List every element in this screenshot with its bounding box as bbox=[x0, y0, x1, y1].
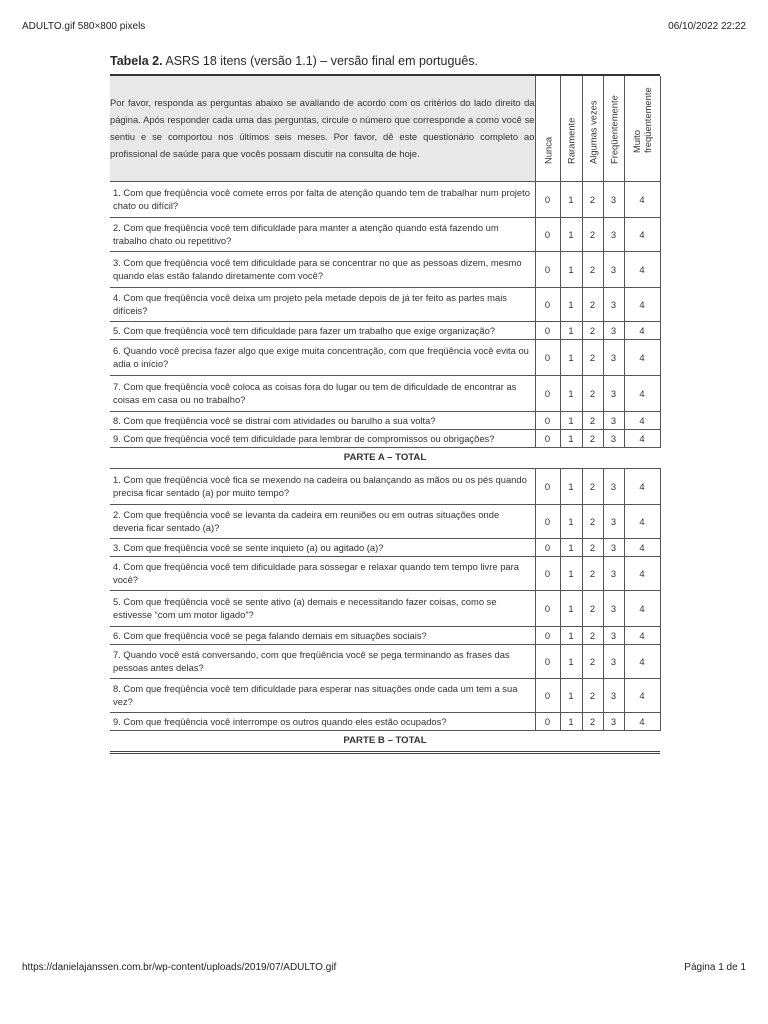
score-option[interactable]: 4 bbox=[624, 556, 660, 590]
score-option[interactable]: 2 bbox=[582, 429, 603, 447]
score-option[interactable]: 2 bbox=[582, 321, 603, 339]
score-option[interactable]: 3 bbox=[603, 644, 624, 678]
column-header-sometimes bbox=[582, 76, 603, 181]
score-option[interactable]: 0 bbox=[535, 181, 560, 217]
instructions-row bbox=[110, 76, 660, 181]
score-option[interactable]: 3 bbox=[603, 321, 624, 339]
score-option[interactable]: 1 bbox=[560, 287, 582, 321]
score-option[interactable]: 3 bbox=[603, 411, 624, 429]
part-a-total-label: PARTE A – TOTAL bbox=[110, 447, 660, 468]
score-option[interactable]: 3 bbox=[603, 556, 624, 590]
score-option[interactable]: 3 bbox=[603, 181, 624, 217]
score-option[interactable]: 2 bbox=[582, 644, 603, 678]
column-label-rarely: Raramente bbox=[565, 117, 577, 164]
table-row bbox=[110, 251, 660, 287]
part-a-total-row bbox=[110, 447, 660, 468]
score-option[interactable]: 3 bbox=[603, 375, 624, 411]
question-text: 7. Quando você está conversando, com que freqüência você se pega terminando as frases das pessoas antes delas? bbox=[110, 644, 535, 678]
score-option[interactable]: 1 bbox=[560, 375, 582, 411]
question-text: 5. Com que freqüência você tem dificuldade para fazer um trabalho que exige organização? bbox=[110, 321, 535, 339]
table-row bbox=[110, 287, 660, 321]
question-text: 1. Com que freqüência você fica se mexendo na cadeira ou balançando as mãos ou os pés quando precisa ficar sentado (a) por muito tempo? bbox=[110, 468, 535, 504]
score-option[interactable]: 1 bbox=[560, 590, 582, 626]
score-option[interactable]: 2 bbox=[582, 251, 603, 287]
score-option[interactable]: 2 bbox=[582, 375, 603, 411]
score-option[interactable]: 4 bbox=[624, 468, 660, 504]
question-text: 6. Com que freqüência você se pega falando demais em situações sociais? bbox=[110, 626, 535, 644]
column-header-rarely bbox=[560, 76, 582, 181]
score-option[interactable]: 4 bbox=[624, 590, 660, 626]
question-text: 8. Com que freqüência você se distrai com atividades ou barulho a sua volta? bbox=[110, 411, 535, 429]
instructions-text: Por favor, responda as perguntas abaixo se avaliando de acordo com os critérios do lado direito da página. Após responder cada uma das perguntas, circule o número que corresponde a como você se sentiu e se comportou nos últimos seis meses. Por favor, dê este questionário completo ao profissional de saúde para que vocês possam discutir na consulta de hoje. bbox=[110, 76, 535, 181]
table-row bbox=[110, 644, 660, 678]
question-text: 9. Com que freqüência você tem dificuldade para lembrar de compromissos ou obrigações? bbox=[110, 429, 535, 447]
question-text: 3. Com que freqüência você se sente inquieto (a) ou agitado (a)? bbox=[110, 538, 535, 556]
score-option[interactable]: 0 bbox=[535, 678, 560, 712]
score-option[interactable]: 1 bbox=[560, 339, 582, 375]
score-option[interactable]: 1 bbox=[560, 411, 582, 429]
question-text: 2. Com que freqüência você se levanta da cadeira em reuniões ou em outras situações onde deveria ficar sentado (a)? bbox=[110, 504, 535, 538]
score-option[interactable]: 0 bbox=[535, 590, 560, 626]
table-row bbox=[110, 339, 660, 375]
part-b-total-label: PARTE B – TOTAL bbox=[110, 730, 660, 752]
table-title-text: ASRS 18 itens (versão 1.1) – versão final em português. bbox=[162, 54, 479, 68]
score-option[interactable]: 1 bbox=[560, 626, 582, 644]
score-option[interactable]: 1 bbox=[560, 429, 582, 447]
score-option[interactable]: 4 bbox=[624, 712, 660, 730]
question-text: 4. Com que freqüência você deixa um projeto pela metade depois de já ter feito as partes mais difíceis? bbox=[110, 287, 535, 321]
score-option[interactable]: 0 bbox=[535, 375, 560, 411]
score-option[interactable]: 3 bbox=[603, 339, 624, 375]
score-option[interactable]: 2 bbox=[582, 504, 603, 538]
table-row bbox=[110, 468, 660, 504]
score-option[interactable]: 4 bbox=[624, 181, 660, 217]
question-text: 9. Com que freqüência você interrompe os outros quando eles estão ocupados? bbox=[110, 712, 535, 730]
table-row bbox=[110, 321, 660, 339]
score-option[interactable]: 0 bbox=[535, 468, 560, 504]
score-option[interactable]: 4 bbox=[624, 339, 660, 375]
score-option[interactable]: 4 bbox=[624, 626, 660, 644]
score-option[interactable]: 3 bbox=[603, 538, 624, 556]
score-option[interactable]: 1 bbox=[560, 251, 582, 287]
score-option[interactable]: 4 bbox=[624, 251, 660, 287]
score-option[interactable]: 1 bbox=[560, 678, 582, 712]
score-option[interactable]: 1 bbox=[560, 468, 582, 504]
score-option[interactable]: 2 bbox=[582, 181, 603, 217]
print-header bbox=[0, 0, 768, 52]
score-option[interactable]: 0 bbox=[535, 504, 560, 538]
print-header-filename: ADULTO.gif 580×800 pixels bbox=[22, 21, 146, 32]
print-header-datetime: 06/10/2022 22:22 bbox=[668, 21, 746, 32]
question-text: 1. Com que freqüência você comete erros por falta de atenção quando tem de trabalhar num projeto chato ou difícil? bbox=[110, 181, 535, 217]
score-option[interactable]: 1 bbox=[560, 321, 582, 339]
table-row bbox=[110, 556, 660, 590]
question-text: 3. Com que freqüência você tem dificuldade para se concentrar no que as pessoas dizem, mesmo quando elas estão falando diretamente com você? bbox=[110, 251, 535, 287]
table-row bbox=[110, 626, 660, 644]
table-title-number: Tabela 2. bbox=[110, 54, 163, 68]
column-label-sometimes: Algumas vezes bbox=[587, 99, 598, 164]
question-text: 4. Com que freqüência você tem dificuldade para sossegar e relaxar quando tem tempo livre para você? bbox=[110, 556, 535, 590]
score-option[interactable]: 1 bbox=[560, 712, 582, 730]
table-title bbox=[110, 54, 660, 74]
table-row bbox=[110, 538, 660, 556]
column-label-never: Nunca bbox=[542, 136, 553, 164]
score-option[interactable]: 2 bbox=[582, 590, 603, 626]
asrs-table bbox=[110, 76, 661, 754]
table-row bbox=[110, 504, 660, 538]
score-option[interactable]: 3 bbox=[603, 590, 624, 626]
score-option[interactable]: 1 bbox=[560, 538, 582, 556]
score-option[interactable]: 3 bbox=[603, 251, 624, 287]
score-option[interactable]: 0 bbox=[535, 411, 560, 429]
column-label-very-often: Muito freqüentemente bbox=[631, 86, 653, 153]
score-option[interactable]: 4 bbox=[624, 321, 660, 339]
score-option[interactable]: 4 bbox=[624, 217, 660, 251]
part-b-total-row bbox=[110, 730, 660, 752]
score-option[interactable]: 2 bbox=[582, 626, 603, 644]
question-text: 5. Com que freqüência você se sente ativo (a) demais e necessitando fazer coisas, como se estivesse “com um motor ligado”? bbox=[110, 590, 535, 626]
score-option[interactable]: 0 bbox=[535, 712, 560, 730]
question-text: 2. Com que freqüência você tem dificuldade para manter a atenção quando está fazendo um trabalho chato ou repetitivo? bbox=[110, 217, 535, 251]
question-text: 7. Com que freqüência você coloca as coisas fora do lugar ou tem de dificuldade de encontrar as coisas em casa ou no trabalho? bbox=[110, 375, 535, 411]
score-option[interactable]: 0 bbox=[535, 556, 560, 590]
column-header-often bbox=[603, 76, 624, 181]
score-option[interactable]: 2 bbox=[582, 538, 603, 556]
table-row bbox=[110, 678, 660, 712]
score-option[interactable]: 2 bbox=[582, 712, 603, 730]
score-option[interactable]: 4 bbox=[624, 678, 660, 712]
score-option[interactable]: 4 bbox=[624, 287, 660, 321]
score-option[interactable]: 0 bbox=[535, 538, 560, 556]
print-footer-url: https://danielajanssen.com.br/wp-content/uploads/2019/07/ADULTO.gif bbox=[22, 962, 337, 973]
print-footer-page: Página 1 de 1 bbox=[684, 962, 746, 973]
table-row bbox=[110, 181, 660, 217]
score-option[interactable]: 1 bbox=[560, 556, 582, 590]
score-option[interactable]: 1 bbox=[560, 644, 582, 678]
score-option[interactable]: 2 bbox=[582, 217, 603, 251]
score-option[interactable]: 4 bbox=[624, 429, 660, 447]
score-option[interactable]: 4 bbox=[624, 375, 660, 411]
score-option[interactable]: 2 bbox=[582, 411, 603, 429]
score-option[interactable]: 1 bbox=[560, 504, 582, 538]
score-option[interactable]: 4 bbox=[624, 538, 660, 556]
score-option[interactable]: 2 bbox=[582, 468, 603, 504]
score-option[interactable]: 2 bbox=[582, 556, 603, 590]
score-option[interactable]: 3 bbox=[603, 678, 624, 712]
score-option[interactable]: 0 bbox=[535, 287, 560, 321]
print-footer bbox=[0, 958, 768, 978]
score-option[interactable]: 3 bbox=[603, 504, 624, 538]
score-option[interactable]: 4 bbox=[624, 504, 660, 538]
column-header-never bbox=[535, 76, 560, 181]
table-row bbox=[110, 411, 660, 429]
score-option[interactable]: 0 bbox=[535, 339, 560, 375]
table-row bbox=[110, 712, 660, 730]
score-option[interactable]: 0 bbox=[535, 626, 560, 644]
score-option[interactable]: 0 bbox=[535, 429, 560, 447]
column-label-often: Freqüentemente bbox=[608, 94, 619, 164]
score-option[interactable]: 3 bbox=[603, 626, 624, 644]
score-option[interactable]: 0 bbox=[535, 644, 560, 678]
score-option[interactable]: 3 bbox=[603, 712, 624, 730]
score-option[interactable]: 3 bbox=[603, 468, 624, 504]
table-row bbox=[110, 217, 660, 251]
score-option[interactable]: 0 bbox=[535, 251, 560, 287]
table-row bbox=[110, 429, 660, 447]
score-option[interactable]: 4 bbox=[624, 411, 660, 429]
score-option[interactable]: 1 bbox=[560, 181, 582, 217]
score-option[interactable]: 1 bbox=[560, 217, 582, 251]
column-header-very-often bbox=[624, 76, 660, 181]
score-option[interactable]: 0 bbox=[535, 217, 560, 251]
score-option[interactable]: 3 bbox=[603, 429, 624, 447]
score-option[interactable]: 3 bbox=[603, 287, 624, 321]
question-text: 6. Quando você precisa fazer algo que exige muita concentração, com que freqüência você evita ou adia o início? bbox=[110, 339, 535, 375]
table-row bbox=[110, 375, 660, 411]
score-option[interactable]: 2 bbox=[582, 287, 603, 321]
score-option[interactable]: 0 bbox=[535, 321, 560, 339]
score-option[interactable]: 2 bbox=[582, 339, 603, 375]
question-text: 8. Com que freqüência você tem dificuldade para esperar nas situações onde cada um tem a sua vez? bbox=[110, 678, 535, 712]
table-row bbox=[110, 590, 660, 626]
score-option[interactable]: 2 bbox=[582, 678, 603, 712]
score-option[interactable]: 3 bbox=[603, 217, 624, 251]
score-option[interactable]: 4 bbox=[624, 644, 660, 678]
